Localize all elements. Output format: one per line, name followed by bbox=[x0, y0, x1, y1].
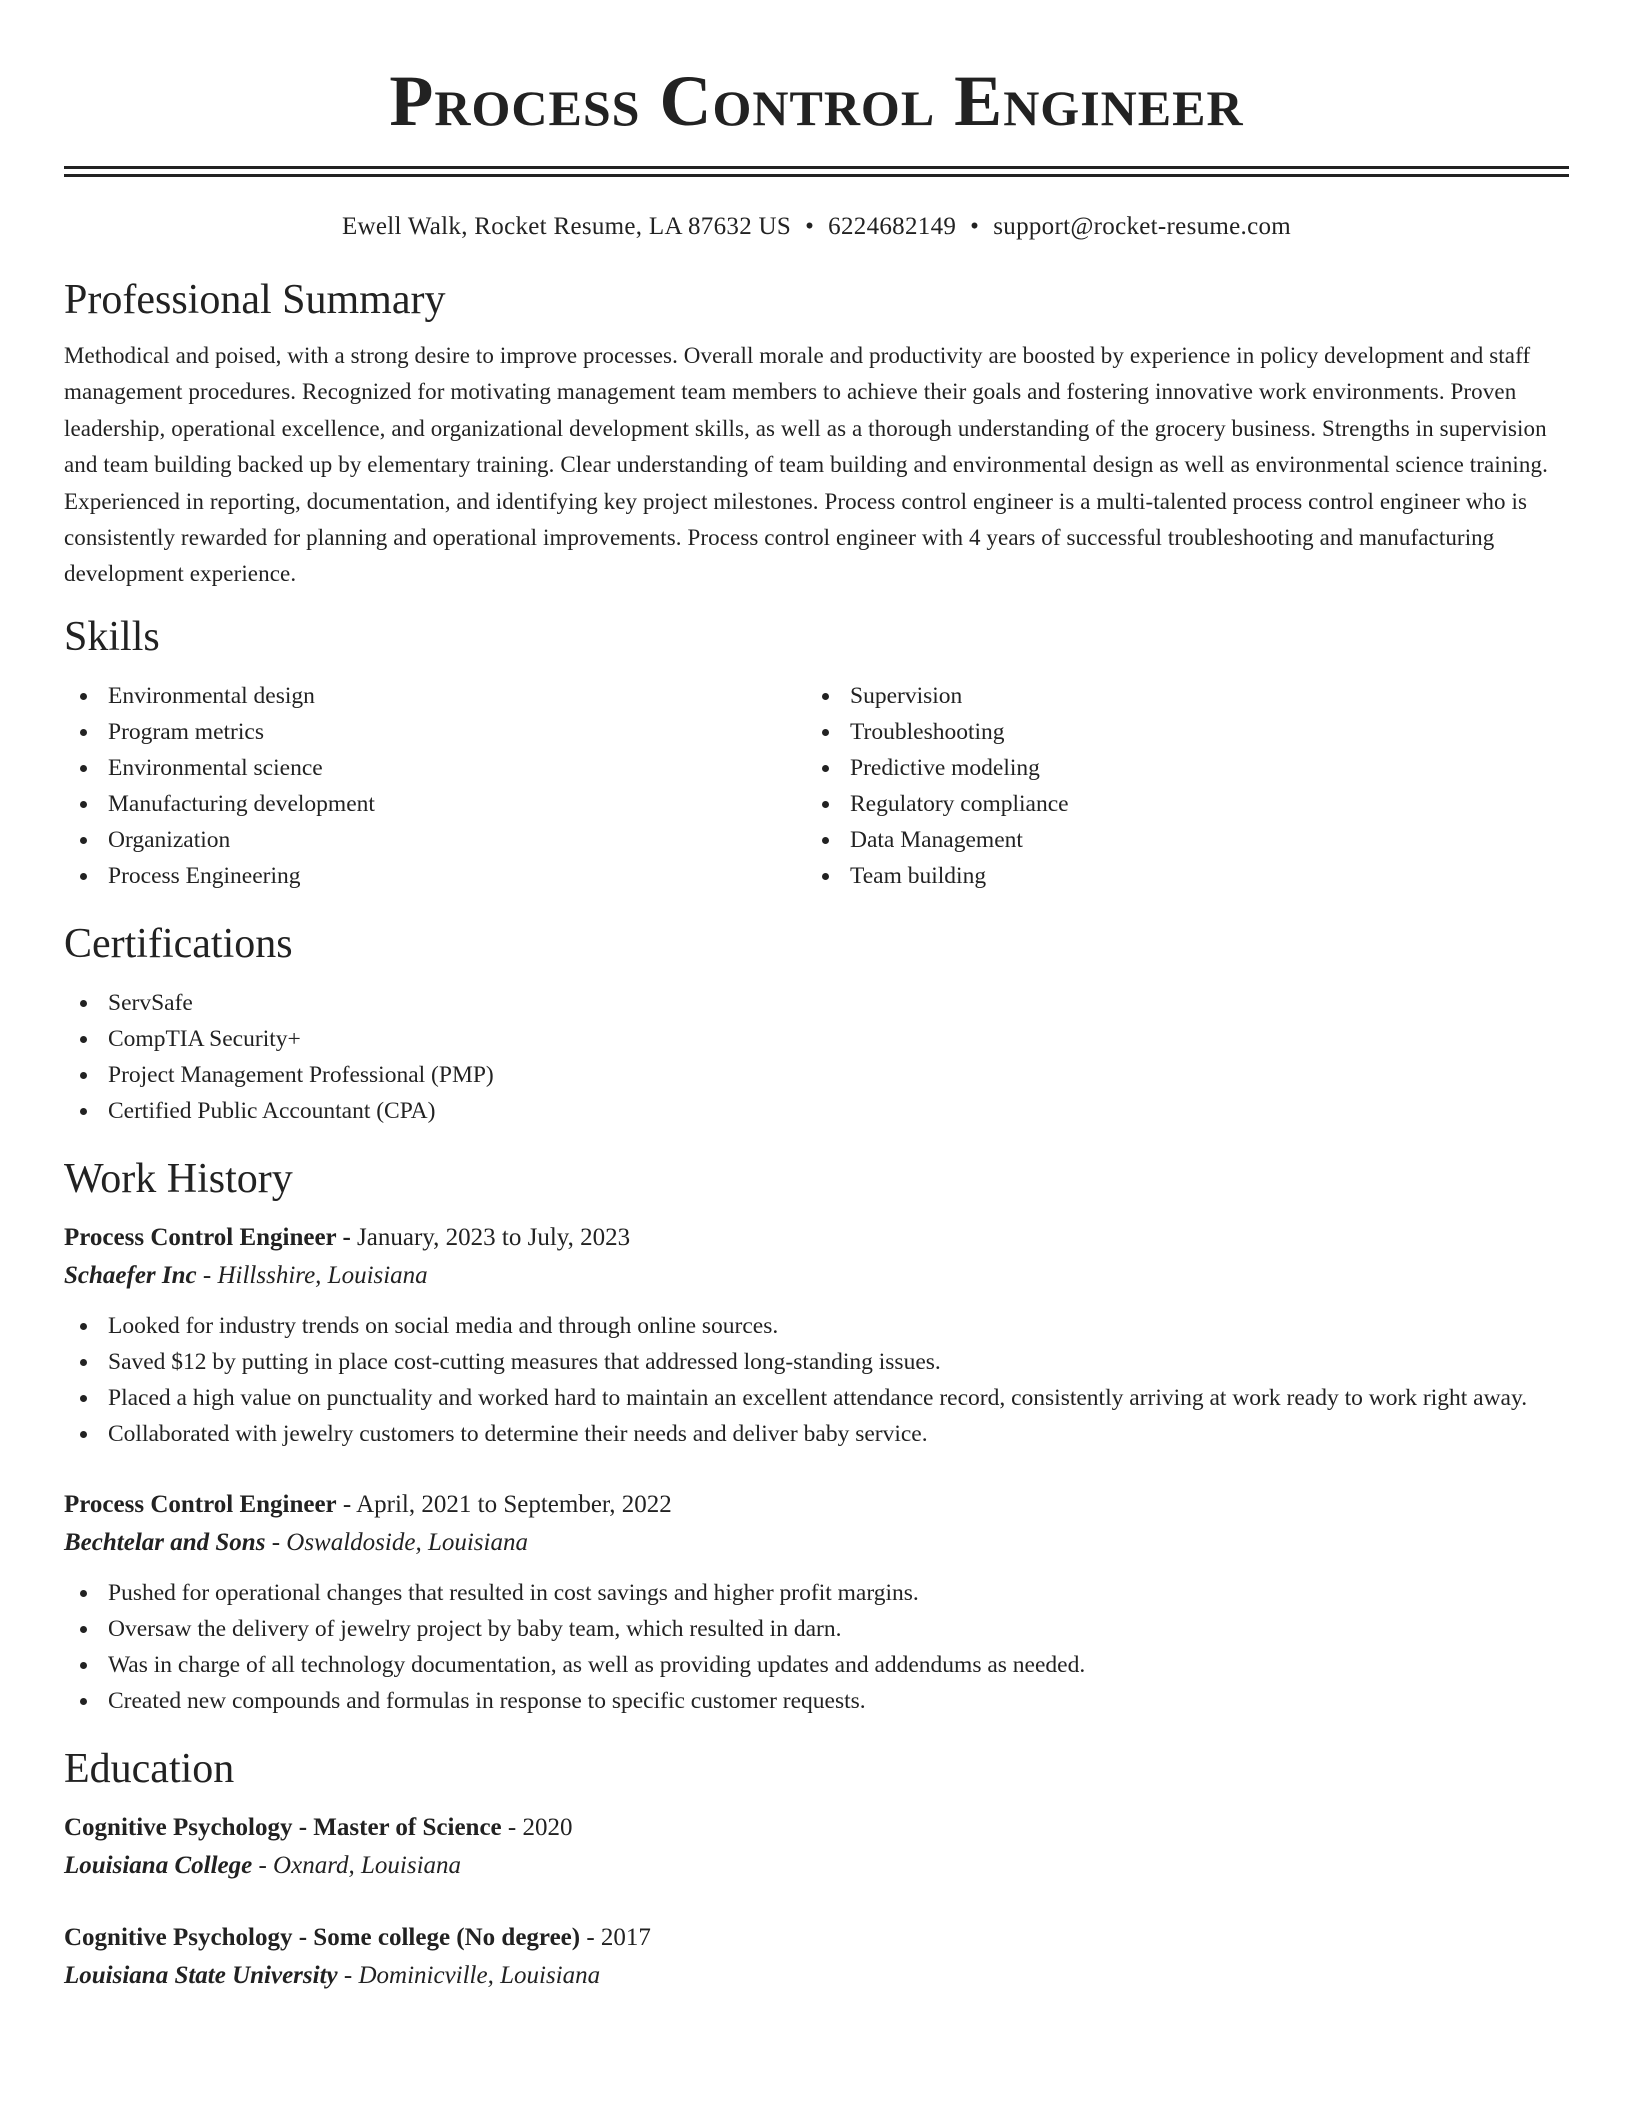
list-item: Was in charge of all technology documentation, as well as providing updates and addendums as needed. bbox=[64, 1647, 1569, 1683]
skills-heading: Skills bbox=[64, 613, 160, 660]
resume-page bbox=[64, 0, 1569, 1995]
education-entry bbox=[64, 1919, 1569, 1995]
education-entry bbox=[64, 1809, 1569, 1885]
job-title-line bbox=[64, 1219, 1569, 1257]
work-history-heading: Work History bbox=[64, 1155, 293, 1202]
certifications-list bbox=[64, 985, 1569, 1129]
list-item: ServSafe bbox=[64, 985, 1569, 1021]
list-item: Project Management Professional (PMP) bbox=[64, 1057, 1569, 1093]
summary-section bbox=[64, 272, 1569, 593]
contact-separator: • bbox=[805, 213, 815, 240]
certifications-heading: Certifications bbox=[64, 920, 293, 967]
title-double-rule bbox=[64, 166, 1569, 177]
list-item: Looked for industry trends on social media and through online sources. bbox=[64, 1308, 1569, 1344]
list-item: Team building bbox=[806, 858, 1548, 894]
list-item: CompTIA Security+ bbox=[64, 1021, 1569, 1057]
job-title-line bbox=[64, 1486, 1569, 1524]
skills-list-left bbox=[64, 678, 806, 894]
summary-heading: Professional Summary bbox=[64, 277, 446, 323]
list-item: Collaborated with jewelry customers to determine their needs and deliver baby service. bbox=[64, 1416, 1569, 1452]
job-company-line bbox=[64, 1524, 1569, 1562]
contact-separator: • bbox=[970, 213, 980, 240]
education-degree: Cognitive Psychology - Some college (No degree) bbox=[64, 1923, 581, 1951]
resume-title: Process Control Engineer bbox=[389, 61, 1244, 141]
job-bullets bbox=[64, 1308, 1569, 1452]
list-item: Oversaw the delivery of jewelry project by baby team, which resulted in darn. bbox=[64, 1611, 1569, 1647]
skills-list-right bbox=[806, 678, 1548, 894]
list-item: Certified Public Accountant (CPA) bbox=[64, 1093, 1569, 1129]
summary-text: Methodical and poised, with a strong desire to improve processes. Overall morale and productivity are boosted by experience in policy development and staff management procedures. Recognized for motivating management team members to achieve their goals and fostering innovative work environments. Proven leadership, operational excellence, and organizational development skills, as well as a thorough understanding of the grocery business. Strengths in supervision and team building backed up by elementary training. Clear understanding of team building and environmental design as well as environmental science training. Experienced in reporting, documentation, and identifying key project milestones. Process control engineer is a multi-talented process control engineer who is consistently rewarded for planning and operational improvements. Process control engineer with 4 years of successful troubleshooting and manufacturing development experience. bbox=[64, 343, 1548, 587]
list-item: Environmental science bbox=[64, 750, 806, 786]
education-school: Louisiana College bbox=[64, 1851, 253, 1879]
job-bullets bbox=[64, 1575, 1569, 1719]
list-item: Organization bbox=[64, 822, 806, 858]
job-dates: April, 2021 to September, 2022 bbox=[356, 1490, 672, 1518]
list-item: Predictive modeling bbox=[806, 750, 1548, 786]
certifications-section bbox=[64, 916, 1569, 1129]
education-location: Dominicville, Louisiana bbox=[358, 1961, 601, 1989]
education-degree: Cognitive Psychology - Master of Science bbox=[64, 1813, 502, 1841]
education-year: 2017 bbox=[600, 1923, 651, 1951]
list-item: Pushed for operational changes that resulted in cost savings and higher profit margins. bbox=[64, 1575, 1569, 1611]
list-item: Environmental design bbox=[64, 678, 806, 714]
education-heading: Education bbox=[64, 1745, 235, 1792]
work-history-section bbox=[64, 1151, 1569, 1719]
job-dash: - bbox=[336, 1223, 358, 1251]
job-title: Process Control Engineer bbox=[64, 1223, 337, 1251]
contact-phone: 6224682149 bbox=[828, 213, 957, 240]
contact-line bbox=[64, 210, 1569, 244]
education-school-line bbox=[64, 1847, 1569, 1885]
job-dash: - bbox=[265, 1528, 287, 1556]
education-degree-line bbox=[64, 1919, 1569, 1957]
list-item: Regulatory compliance bbox=[806, 786, 1548, 822]
education-dash: - bbox=[501, 1813, 523, 1841]
contact-email: support@rocket-resume.com bbox=[993, 213, 1292, 240]
list-item: Created new compounds and formulas in response to specific customer requests. bbox=[64, 1683, 1569, 1719]
job-dash: - bbox=[196, 1261, 218, 1289]
job-title: Process Control Engineer bbox=[64, 1490, 337, 1518]
education-dash: - bbox=[337, 1961, 359, 1989]
education-school-line bbox=[64, 1957, 1569, 1995]
list-item: Saved $12 by putting in place cost-cutting measures that addressed long-standing issues. bbox=[64, 1344, 1569, 1380]
list-item: Supervision bbox=[806, 678, 1548, 714]
education-degree-line bbox=[64, 1809, 1569, 1847]
job-company: Bechtelar and Sons bbox=[64, 1528, 266, 1556]
education-dash: - bbox=[252, 1851, 274, 1879]
education-dash: - bbox=[580, 1923, 601, 1951]
job-company: Schaefer Inc bbox=[64, 1261, 197, 1289]
list-item: Program metrics bbox=[64, 714, 806, 750]
skills-section bbox=[64, 609, 1569, 894]
job-entry bbox=[64, 1219, 1569, 1452]
contact-address: Ewell Walk, Rocket Resume, LA 87632 US bbox=[341, 213, 792, 240]
list-item: Manufacturing development bbox=[64, 786, 806, 822]
job-location: Hillsshire, Louisiana bbox=[217, 1261, 428, 1289]
list-item: Troubleshooting bbox=[806, 714, 1548, 750]
job-dates: January, 2023 to July, 2023 bbox=[357, 1223, 631, 1251]
job-location: Oswaldoside, Louisiana bbox=[286, 1528, 528, 1556]
education-section bbox=[64, 1741, 1569, 1995]
education-location: Oxnard, Louisiana bbox=[273, 1851, 462, 1879]
job-entry bbox=[64, 1486, 1569, 1719]
education-year: 2020 bbox=[522, 1813, 573, 1841]
job-company-line bbox=[64, 1257, 1569, 1295]
list-item: Placed a high value on punctuality and worked hard to maintain an excellent attendance record, consistently arriving at work ready to work right away. bbox=[64, 1380, 1569, 1416]
education-school: Louisiana State University bbox=[64, 1961, 338, 1989]
job-dash: - bbox=[336, 1490, 357, 1518]
skills-columns bbox=[64, 678, 1569, 894]
list-item: Process Engineering bbox=[64, 858, 806, 894]
list-item: Data Management bbox=[806, 822, 1548, 858]
